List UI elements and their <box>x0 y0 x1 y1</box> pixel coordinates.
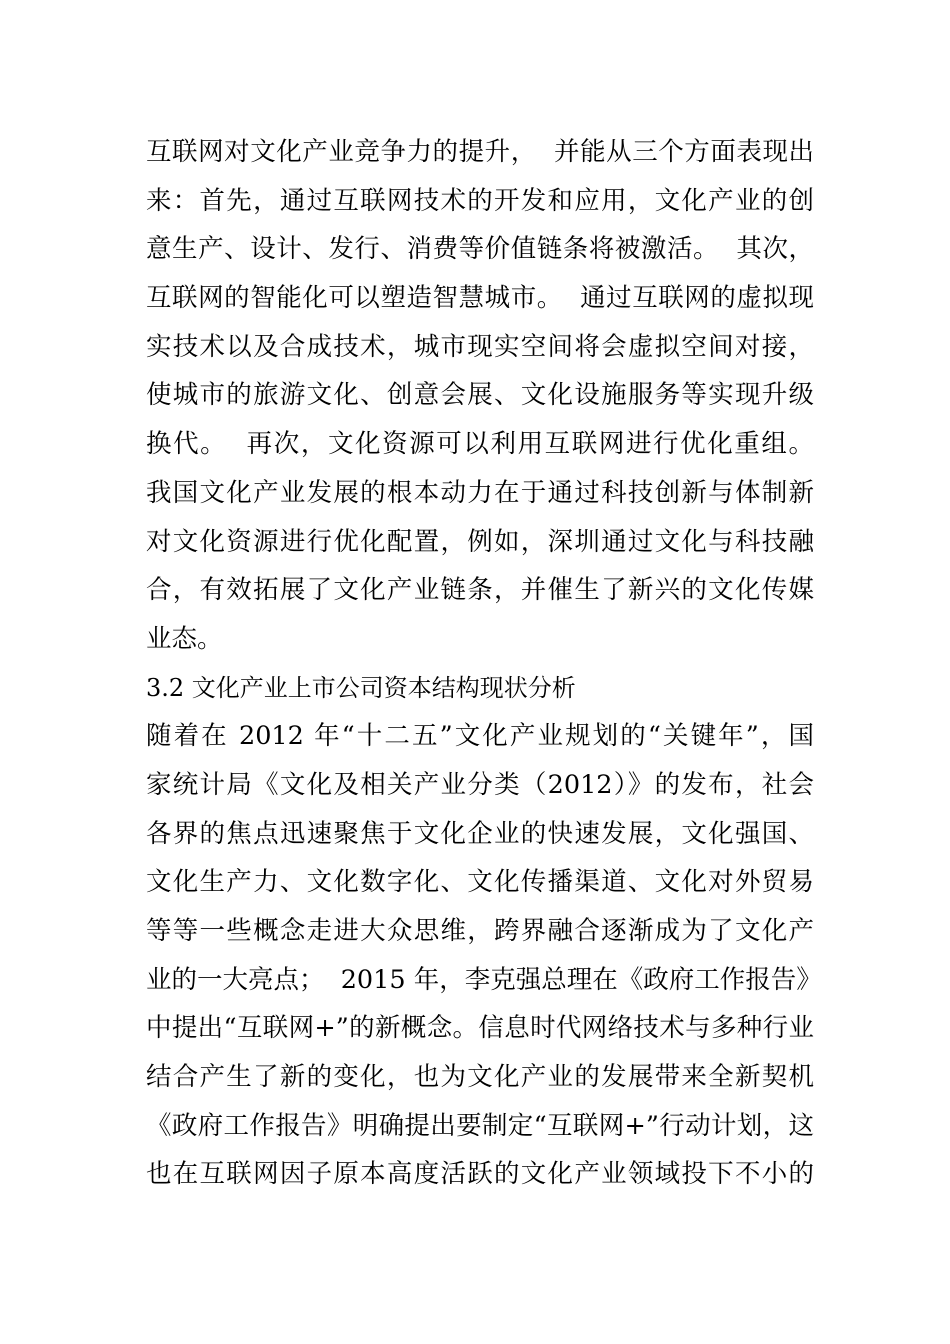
paragraph-2-line-7: 中提出“互联网+”的新概念。信息时代网络技术与多种行业 <box>146 1013 814 1044</box>
paragraph-1-line-7: 换代。 再次，文化资源可以利用互联网进行优化重组。 <box>146 429 814 460</box>
paragraph-1-line-10: 合，有效拓展了文化产业链条，并催生了新兴的文化传媒 <box>146 575 814 606</box>
paragraph-1-line-1: 互联网对文化产业竞争力的提升， 并能从三个方面表现出 <box>146 137 814 167</box>
paragraph-1-line-2: 来：首先，通过互联网技术的开发和应用，文化产业的创 <box>146 185 814 216</box>
paragraph-1-line-9: 对文化资源进行优化配置，例如，深圳通过文化与科技融 <box>146 526 814 557</box>
paragraph-1-line-11: 业态。 <box>146 623 223 654</box>
paragraph-1-line-4: 互联网的智能化可以塑造智慧城市。 通过互联网的虚拟现 <box>146 283 814 314</box>
document-body <box>146 128 822 1199</box>
paragraph-2-line-6: 业的一大亮点； 2015 年，李克强总理在《政府工作报告》 <box>146 964 822 995</box>
paragraph-2-line-3: 各界的焦点迅速聚焦于文化企业的快速发展，文化强国、 <box>146 818 814 849</box>
paragraph-2-line-1: 随着在 2012 年“十二五”文化产业规划的“关键年”，国 <box>146 721 814 752</box>
paragraph-2-line-4: 文化生产力、文化数字化、文化传播渠道、文化对外贸易 <box>146 867 814 898</box>
paragraph-1-line-6: 使城市的旅游文化、创意会展、文化设施服务等实现升级 <box>146 380 814 411</box>
paragraph-2-line-10: 也在互联网因子原本高度活跃的文化产业领域投下不小的 <box>146 1159 814 1190</box>
paragraph-1-line-8: 我国文化产业发展的根本动力在于通过科技创新与体制新 <box>146 477 814 508</box>
paragraph-2-line-8: 结合产生了新的变化，也为文化产业的发展带来全新契机 <box>146 1062 814 1093</box>
paragraph-2-line-9: 《政府工作报告》明确提出要制定“互联网+”行动计划，这 <box>146 1110 814 1141</box>
paragraph-1-line-5: 实技术以及合成技术，城市现实空间将会虚拟空间对接， <box>146 331 814 362</box>
paragraph-2-line-5: 等等一些概念走进大众思维，跨界融合逐渐成为了文化产 <box>146 916 814 946</box>
section-heading: 3.2 文化产业上市公司资本结构现状分析 <box>146 673 576 702</box>
paragraph-2-line-2: 家统计局《文化及相关产业分类（2012）》的发布，社会 <box>146 769 814 800</box>
paragraph-1-line-3: 意生产、设计、发行、消费等价值链条将被激活。 其次， <box>146 234 814 265</box>
